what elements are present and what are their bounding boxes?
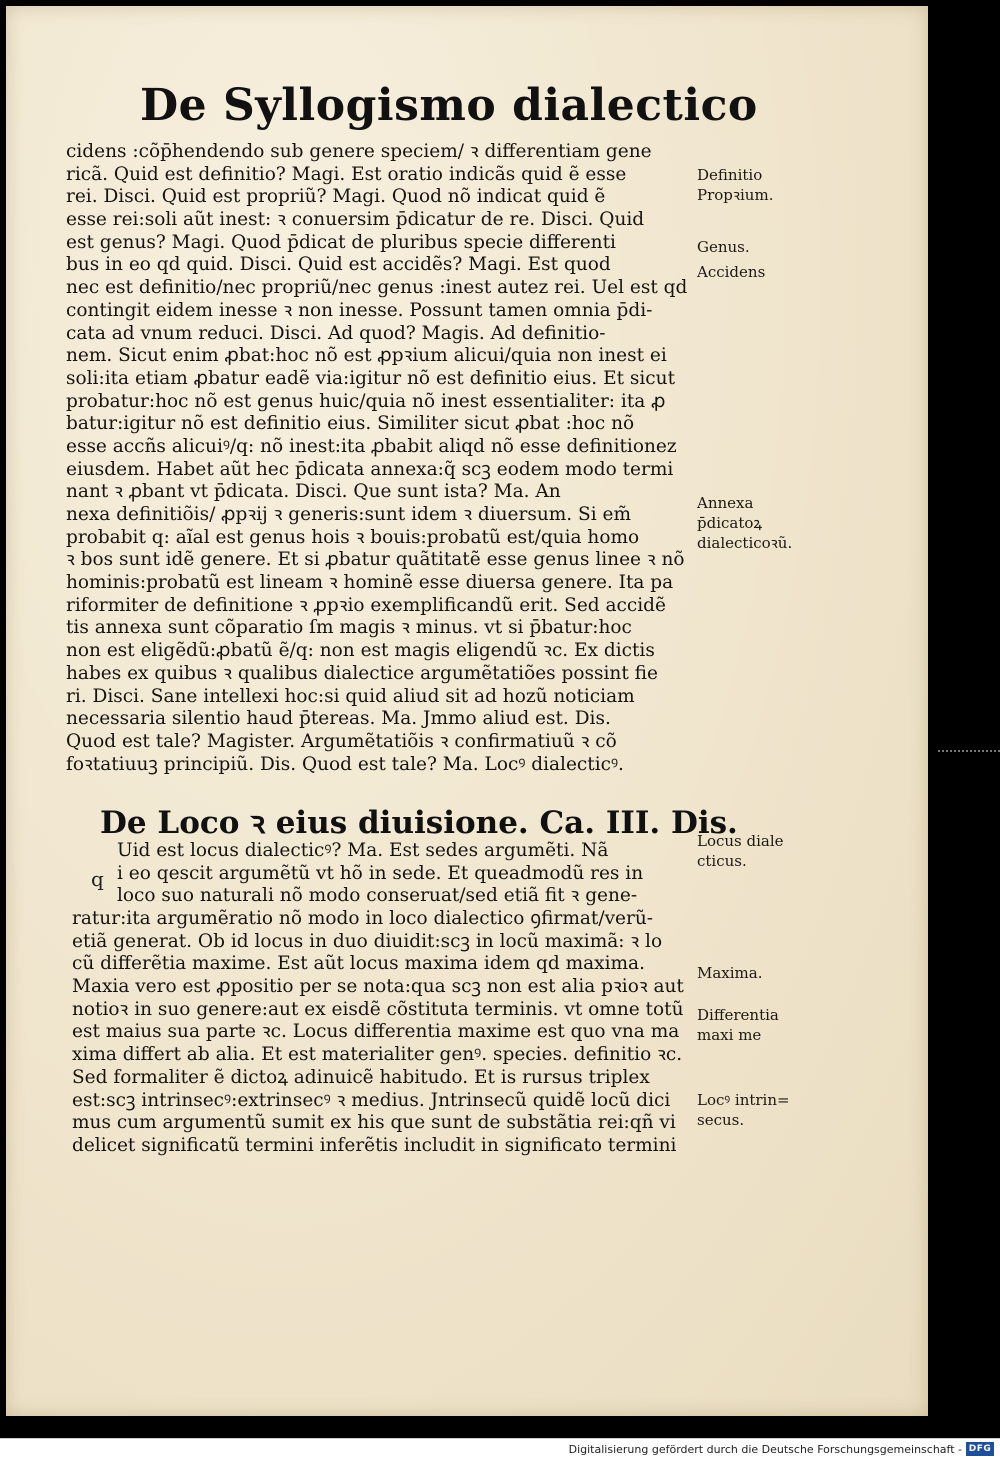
text-line: necessaria silentio haud p̄tereas. Ma. Jmmo aliud est. Dis.: [66, 708, 611, 730]
text-line: notioꝛ in suo genere:aut ex eisdẽ cõstituta terminis. vt omne totũ: [72, 998, 684, 1020]
margin-note-line: Differentia: [697, 1006, 779, 1024]
footer-credit: Digitalisierung gefördert durch die Deutsche Forschungsgemeinschaft -: [568, 1443, 962, 1456]
text-line: rei. Disci. Quid est propriũ? Magi. Quod nõ indicat quid ẽ: [66, 186, 606, 208]
margin-note-line: Accidens: [697, 263, 766, 281]
text-line: probatur:hoc nõ est genus huic/quia nõ inest essentialiter: ita ꝓ: [66, 390, 666, 412]
text-line: foꝛtatiuuꝫ principiũ. Dis. Quod est tale? Ma. Locꝰ dialecticꝰ.: [66, 753, 624, 775]
text-line: batur:igitur nõ est definitio eius. Similiter sicut ꝓbat̃ :hoc nõ: [66, 413, 635, 435]
text-line: cidens :cõp̄hendendo sub genere speciem/ ꝛ differentiam gene: [66, 141, 652, 162]
margin-note-line: Maxima.: [697, 964, 763, 982]
page-header: De Syllogismo dialectico: [140, 80, 758, 131]
text-line: ri. Disci. Sane intellexi hoc:si quid aliud sit ad hozũ noticiam: [66, 685, 635, 707]
text-line: nec est definitio/nec propriũ/nec genus :inest autez rei. Uel est qd̃: [66, 277, 688, 299]
text-line: est:scꝫ intrinsecꝰ:extrinsecꝰ ꝛ medius. Jntrinsecũ quidẽ locũ dici: [72, 1089, 671, 1111]
text-line: etiã generat̃. Ob id locus in duo diuidit̃:scꝫ in locũ maximã: ꝛ lo: [72, 930, 663, 952]
margin-note-line: Genus.: [697, 238, 750, 256]
margin-note-line: Locus diale: [697, 832, 784, 850]
margin-note-locus-intrinsecus: [697, 1090, 807, 1130]
text-line: Sed formaliter ẽ dictoꝝ adinuicẽ habitudo. Et is rursus triplex: [72, 1066, 650, 1088]
margin-note-line: Annexa: [697, 494, 754, 512]
text-line: ꝛ bos sunt idẽ genere. Et si ꝓbatur quãtitatẽ esse genus linee ꝛ nõ: [66, 549, 685, 571]
text-line: xima differt ab alia. Et est materialiter genꝰ. species. definitio ꝛc.: [72, 1044, 683, 1066]
text-line: cata ad vnum reduci. Disci. Ad quod? Magis. Ad definitio-: [66, 322, 606, 344]
text-line: tis annexa sunt cõparatio ſm magis ꝛ minus. vt si p̄batur:hoc: [66, 617, 632, 639]
text-line: contingit eidem inesse ꝛ non inesse. Possunt tamen omnia p̄di-: [66, 299, 653, 321]
margin-note-line: secus.: [697, 1111, 745, 1129]
margin-note-line: Definitio: [697, 166, 763, 184]
margin-note-line: Locꝰ intrin=: [697, 1091, 790, 1109]
margin-note-line: Propꝛium.: [697, 186, 774, 204]
margin-note-line: dialecticoꝛũ.: [697, 534, 793, 552]
text-line: habes ex quibus ꝛ qualibus dialectice argumẽtatiões possint fie: [66, 662, 658, 684]
chapter-heading: De Loco ꝛ eius diuisione. Ca. III. Dis.: [100, 805, 738, 841]
text-line: esse accñs alicuiꝰ/q: nõ inest:ita ꝓbabit̃ aliqd̃ nõ esse definitionez: [66, 435, 677, 457]
margin-note-line: cticus.: [697, 852, 747, 870]
body-text: [66, 141, 692, 776]
text-line: Quod est tale? Magister. Argumẽtatiõis ꝛ confirmatiuũ ꝛ cõ: [66, 730, 617, 752]
text-line: delicet significatũ termini inferẽtis includit̃ in significato termini: [72, 1134, 677, 1156]
section-text: [72, 908, 698, 1158]
text-line: probabit̃ q: aĩal est genus hois ꝛ bouis:probatũ est/quia homo: [66, 526, 640, 548]
margin-note-definitio: [697, 165, 807, 205]
margin-note-annexa: [697, 493, 807, 553]
initial-letter: q: [91, 867, 104, 891]
text-line: ratur:ita argumẽratio nõ modo in loco dialectico ꝯfirmat̃/verũ-: [72, 908, 653, 929]
text-line: loco suo naturali nõ modo conseruat̃/sed etiã fit ꝛ gene-: [117, 885, 638, 907]
text-line: non est eligẽdũ:ꝓbatũ ẽ/q: non est magis eligendũ ꝛc. Ex dictis: [66, 640, 655, 662]
margin-note-locus: [697, 831, 807, 871]
margin-note-accidens: [697, 262, 807, 282]
text-line: est genus? Magi. Quod p̄dicat̃ de pluribus specie differenti: [66, 231, 616, 253]
text-line: bus in eo qd̃ quid. Disci. Quid est accidẽs? Magi. Est quod: [66, 254, 611, 276]
text-line: Uid est locus dialecticꝰ? Ma. Est sedes argumẽti. Nã: [117, 840, 609, 861]
footer-bar: [0, 1438, 1000, 1460]
text-line: esse rei:soli aũt inest: ꝛ conuersim p̄dicatur de re. Disci. Quid: [66, 209, 645, 231]
text-line: mus cum argumentũ sumit̃ ex his que sunt de substãtia rei:qñ vi: [72, 1112, 676, 1134]
text-line: Maxia vero est ꝓpositio per se nota:qua scꝫ non est alia pꝛioꝛ aut: [72, 976, 684, 998]
text-line: cũ differẽtia maxime. Est aũt locus maxima idem qd̃ maxima.: [72, 953, 645, 975]
text-line: soli:ita etiam ꝓbatur eadẽ via:igitur nõ est definitio eius. Et sicut: [66, 367, 676, 389]
text-line: i eo qescit argumẽtũ vt hõ in sede. Et queadmodũ res in: [117, 862, 644, 884]
margin-note-maxima: [697, 963, 807, 983]
text-line: est maius sua parte ꝛc. Locus differentia maxime est quo vna ma: [72, 1021, 680, 1043]
dfg-logo: DFG: [966, 1442, 994, 1456]
indented-text: [117, 840, 697, 908]
text-line: nexa definitiõis/ ꝓpꝛij ꝛ generis:sunt idem ꝛ diuersum. Si em̃: [66, 504, 632, 525]
text-line: eiusdem. Habet aũt hec p̄dicata annexa:q̃ scꝫ eodem modo termi: [66, 458, 674, 480]
text-line: ricã. Quid est definitio? Magi. Est oratio indicãs quid ẽ esse: [66, 163, 627, 185]
margin-note-line: maxi me: [697, 1026, 762, 1044]
margin-note-differentia: [697, 1005, 807, 1045]
margin-note-line: p̄dicatoꝝ: [697, 514, 763, 532]
scan-edge-marks: [938, 750, 1000, 754]
text-line: nant̃ ꝛ ꝓbant̃ vt p̄dicata. Disci. Que sunt ista? Ma. An: [66, 481, 561, 503]
margin-note-genus: [697, 237, 807, 257]
text-line: nem. Sicut enim ꝓbat̃:hoc nõ est ꝓpꝛium alicui/quia non inest ei: [66, 345, 667, 367]
text-line: riformiter de definitione ꝛ ꝓpꝛio exemplificandũ erit. Sed accidẽ: [66, 594, 666, 616]
text-line: hominis:probatũ est lineam ꝛ hominẽ esse diuersa genere. Ita pa: [66, 572, 674, 594]
